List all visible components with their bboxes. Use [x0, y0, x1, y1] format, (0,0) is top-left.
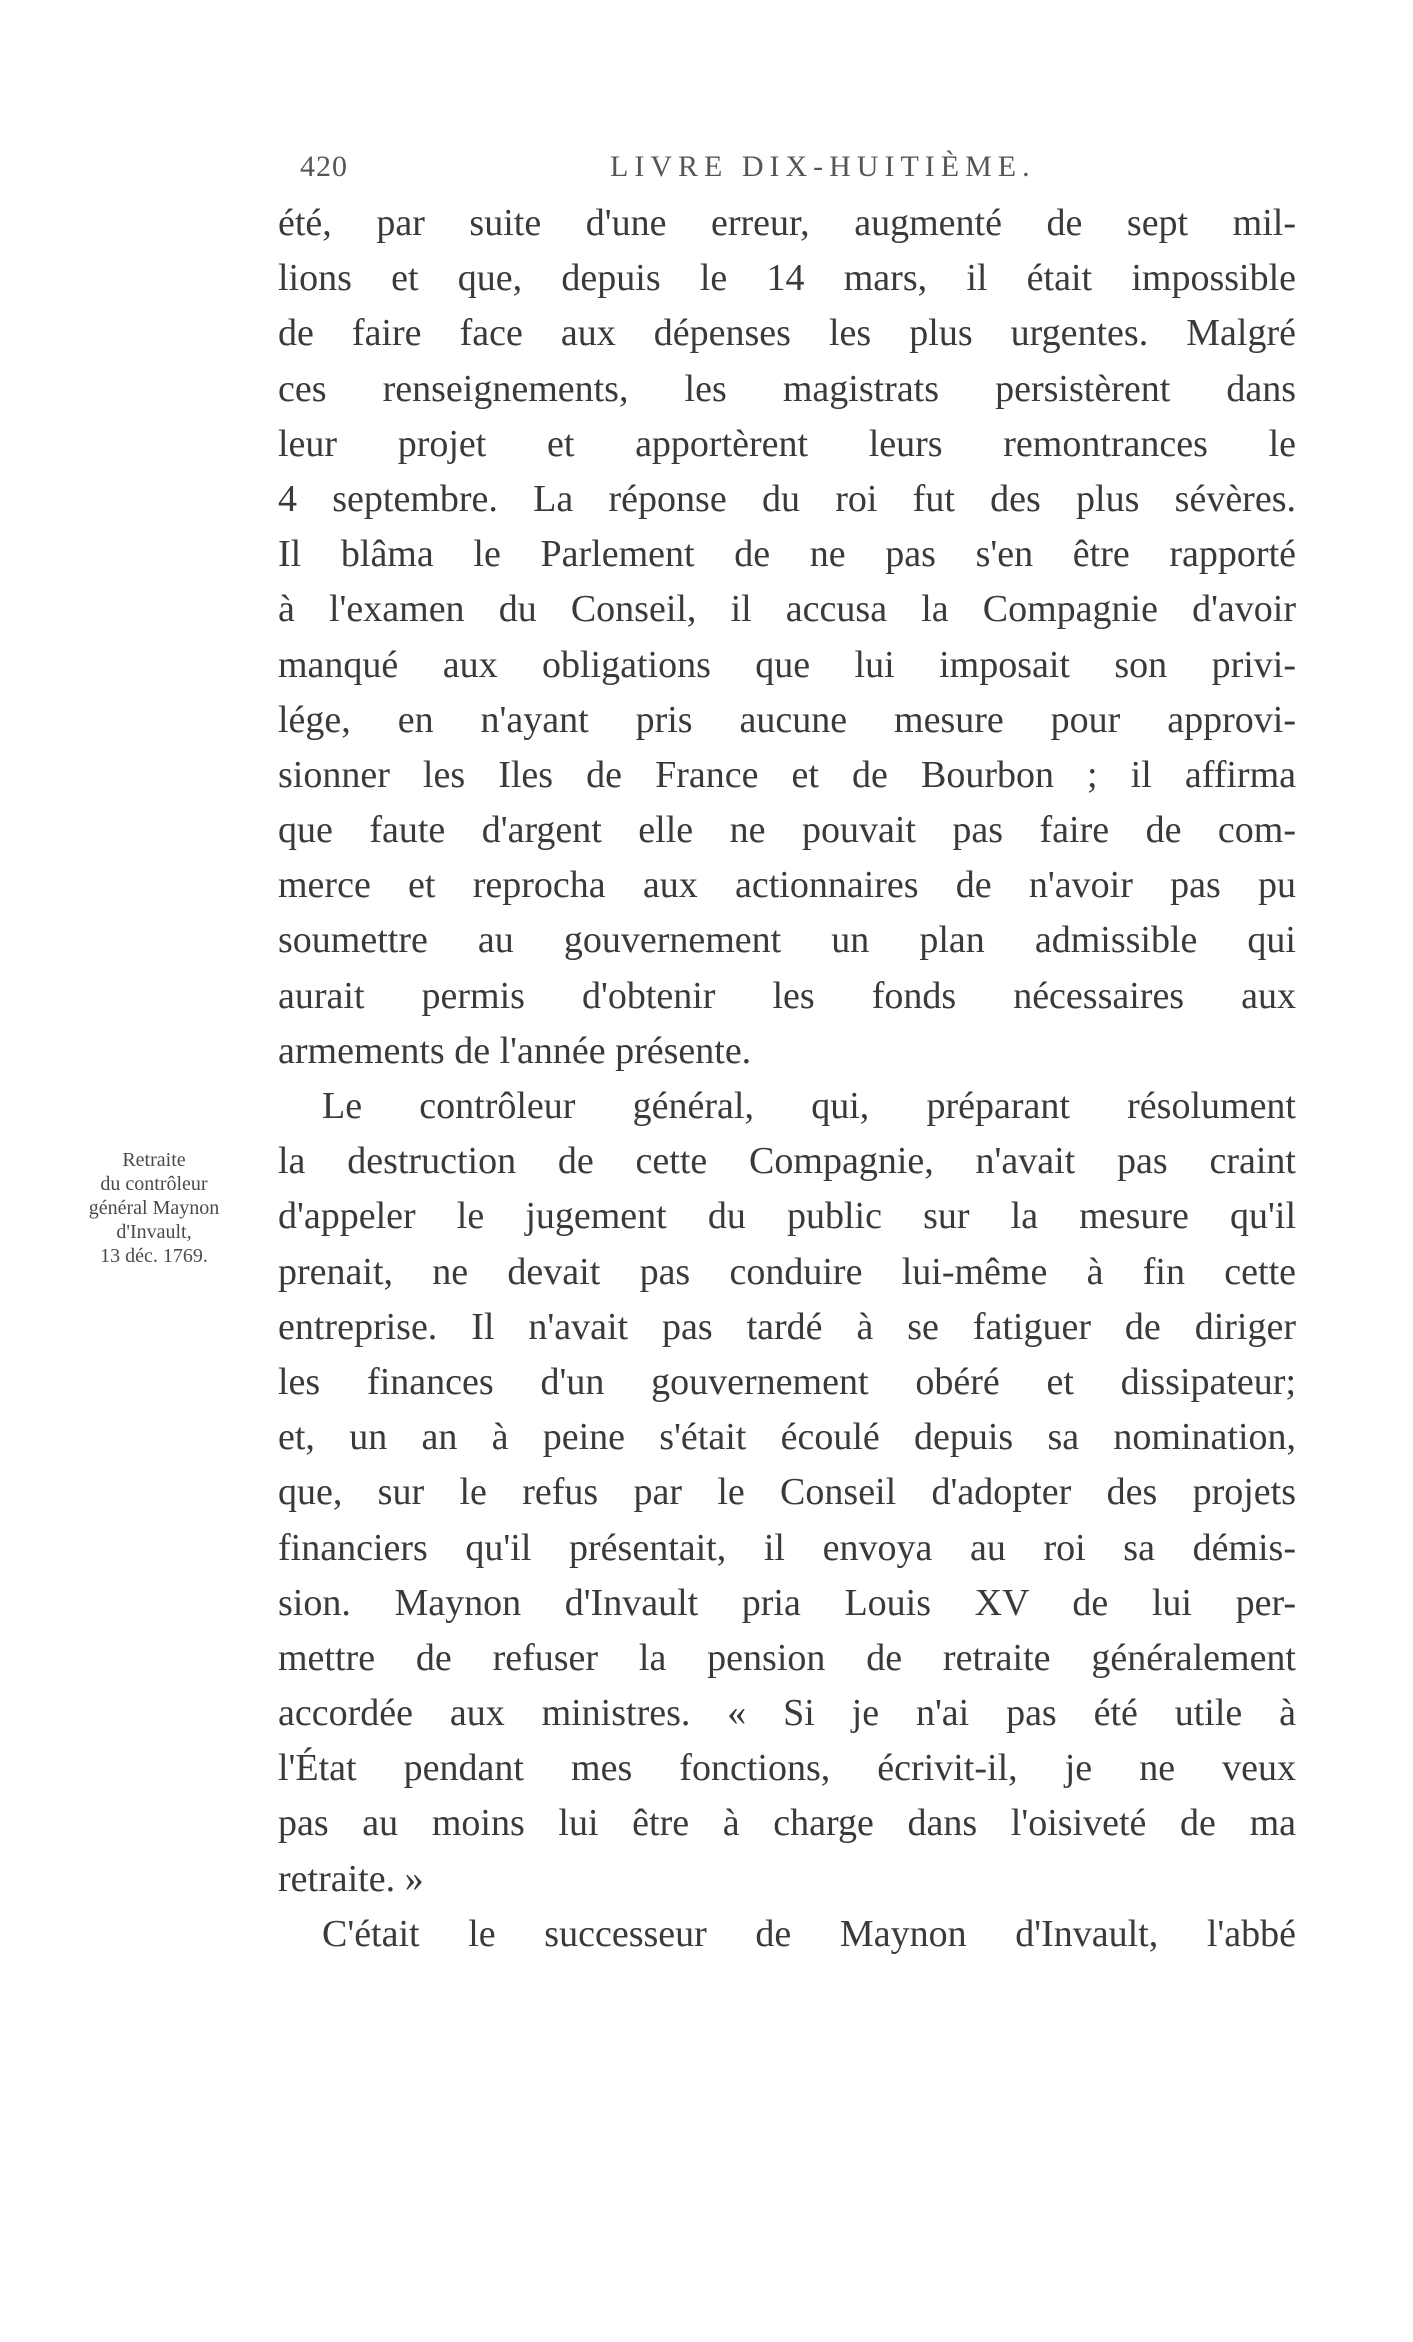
page-number: 420 [300, 150, 348, 183]
text-line: Il blâma le Parlement de ne pas s'en être rapporté [278, 533, 1296, 576]
text-line: l'État pendant mes fonctions, écrivit-il, je ne veux [278, 1747, 1296, 1790]
text-line: manqué aux obligations que lui imposait son privi- [278, 643, 1296, 686]
text-line: sion. Maynon d'Invault pria Louis XV de lui per- [278, 1581, 1296, 1624]
text-line: lions et que, depuis le 14 mars, il était impossible [278, 257, 1296, 300]
text-line: entreprise. Il n'avait pas tardé à se fatiguer de diriger [278, 1305, 1296, 1348]
text-line: et, un an à peine s'était écoulé depuis sa nomination, [278, 1416, 1296, 1459]
margin-note-line: Retraite [122, 1149, 186, 1171]
text-line: que faute d'argent elle ne pouvait pas faire de com- [278, 809, 1296, 852]
text-line: la destruction de cette Compagnie, n'avait pas craint [278, 1140, 1296, 1183]
text-line: d'appeler le jugement du public sur la mesure qu'il [278, 1195, 1296, 1238]
text-line: sionner les Iles de France et de Bourbon ; il affirma [278, 753, 1296, 796]
margin-note [38, 1148, 270, 1268]
margin-note-line: 13 déc. 1769. [100, 1245, 208, 1267]
running-head [300, 150, 1200, 190]
text-line: merce et reprocha aux actionnaires de n'avoir pas pu [278, 864, 1296, 907]
text-line: les finances d'un gouvernement obéré et dissipateur; [278, 1360, 1296, 1403]
text-line: ces renseignements, les magistrats persistèrent dans [278, 367, 1296, 410]
margin-note-line: général Maynon [88, 1197, 220, 1219]
text-line: que, sur le refus par le Conseil d'adopter des projets [278, 1471, 1296, 1514]
text-line: financiers qu'il présentait, il envoya au roi sa démis- [278, 1526, 1296, 1569]
text-line: aurait permis d'obtenir les fonds nécessaires aux [278, 974, 1296, 1017]
text-line: à l'examen du Conseil, il accusa la Compagnie d'avoir [278, 588, 1296, 631]
text-line: mettre de refuser la pension de retraite généralement [278, 1636, 1296, 1679]
text-line: pas au moins lui être à charge dans l'oisiveté de ma [278, 1802, 1296, 1845]
text-line: armements de l'année présente. [278, 1029, 752, 1072]
text-line: été, par suite d'une erreur, augmenté de sept mil- [278, 202, 1296, 244]
body-text [278, 196, 1296, 1962]
text-line: 4 septembre. La réponse du roi fut des plus sévères. [278, 477, 1296, 520]
paragraph-start-line: C'était le successeur de Maynon d'Invault, l'abbé [322, 1912, 1296, 1955]
margin-note-line: du contrôleur [100, 1173, 208, 1195]
text-line: leur projet et apportèrent leurs remontrances le [278, 422, 1296, 465]
text-line: lége, en n'ayant pris aucune mesure pour approvi- [278, 698, 1296, 741]
margin-note-line: d'Invault, [116, 1221, 192, 1243]
text-line: de faire face aux dépenses les plus urgentes. Malgré [278, 312, 1296, 355]
running-title: LIVRE DIX-HUITIÈME. [610, 150, 1036, 183]
text-line: retraite. » [278, 1857, 424, 1900]
paragraph-start-line: Le contrôleur général, qui, préparant résolument [322, 1085, 1296, 1127]
text-line: accordée aux ministres. « Si je n'ai pas été utile à [278, 1692, 1296, 1735]
text-line: prenait, ne devait pas conduire lui-même à fin cette [278, 1250, 1296, 1293]
text-line: soumettre au gouvernement un plan admissible qui [278, 919, 1296, 962]
